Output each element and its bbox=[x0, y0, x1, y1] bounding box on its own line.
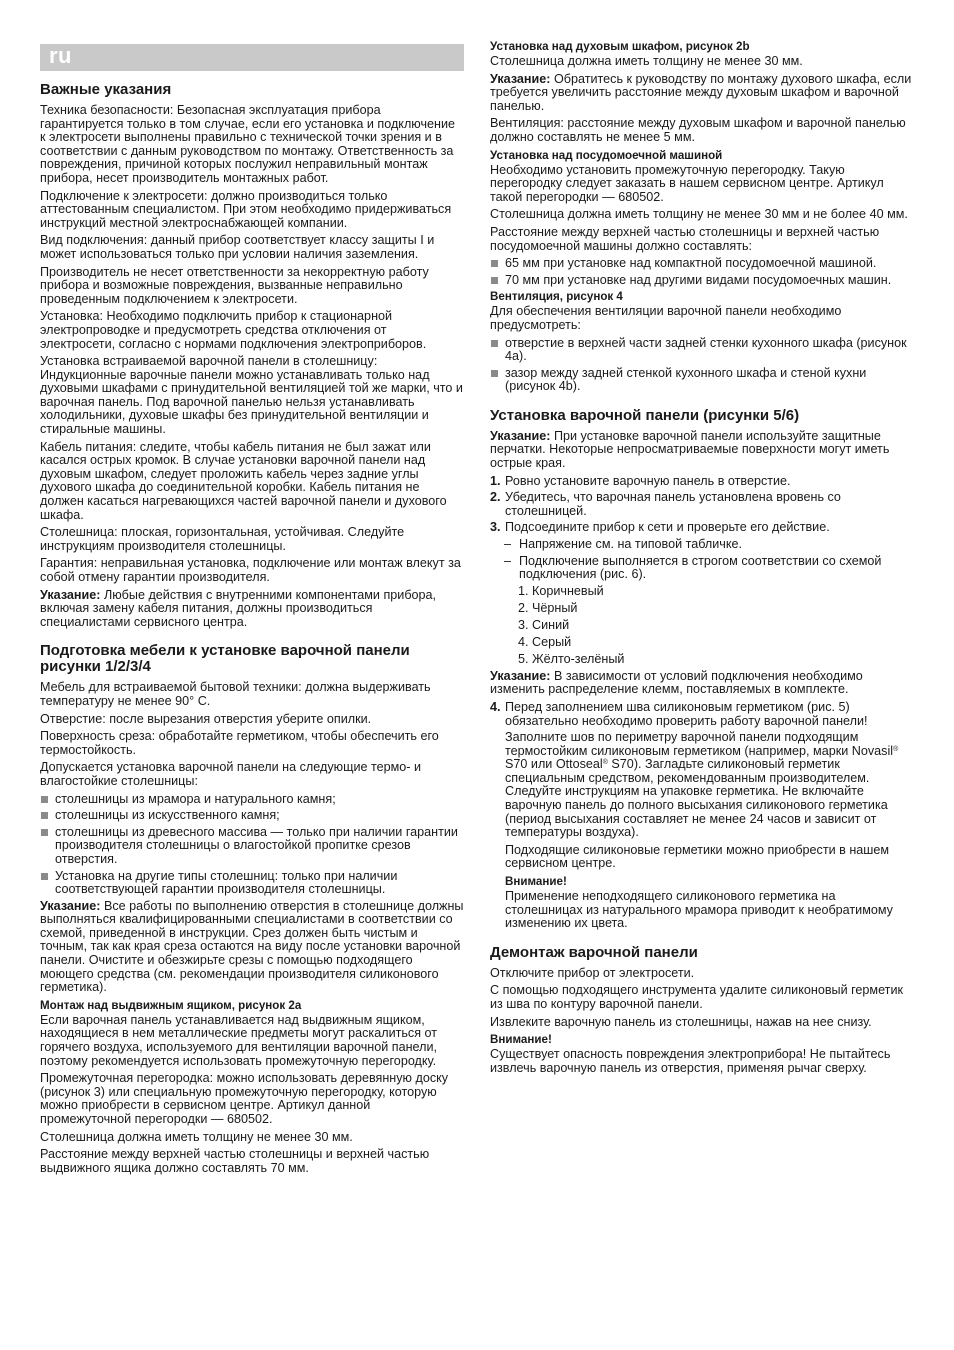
dash-item: – Подключение выполняется в строгом соответствии со схемой подключения (рис. 6). bbox=[504, 553, 882, 582]
note-label: Указание: bbox=[490, 71, 551, 86]
paragraph: Техника безопасности: Безопасная эксплуатация прибора гарантируется только в том случае, если его установка и подключение к электросети выполнены правильно с технической точки зрения и в соответствии с данным руководством по монтажу. Ответственность за повреждения, причиной которых послужил неправильный монтаж прибора, несет производитель монтажных работ. bbox=[40, 103, 456, 185]
wire-color-item: 1. Коричневый bbox=[518, 583, 604, 598]
step-item: 1. Ровно установите варочную панель в отверстие. bbox=[490, 473, 791, 488]
warning-text: Существует опасность повреждения электроприбора! Не пытайтесь извлечь варочную панель из отверстия, применяя рычаг сверху. bbox=[490, 1047, 891, 1075]
warning-label: Внимание! bbox=[505, 875, 567, 889]
note bbox=[490, 73, 914, 114]
section-title-important: Важные указания bbox=[40, 81, 172, 98]
note-label: Указание: bbox=[490, 668, 551, 683]
paragraph: Мебель для встраиваемой бытовой техники: должна выдерживать температуру не менее 90° C. bbox=[40, 680, 431, 708]
paragraph: Установка: Необходимо подключить прибор к стационарной электропроводке и предусмотреть средства отключения от электросети, согласно с нормами подключения электроприборов. bbox=[40, 309, 427, 351]
paragraph: Столешница: плоская, горизонтальная, устойчивая. Следуйте инструкциям производителя столешницы. bbox=[40, 525, 405, 553]
subsection-title-dishwasher: Установка над посудомоечной машиной bbox=[490, 148, 723, 162]
note-text: Все работы по выполнению отверстия в столешнице должны выполняться квалифицированными специалистами в соответствии со схемой, приведенной в инструкции. Срез должен быть чистым и точным, так как края среза остаются на виду после установки варочной панели. Очистите и обезжирьте срезы с помощью подходящего моющего средства (см. рекомендации производителя силиконового герметика). bbox=[40, 898, 464, 995]
bullet-square-icon bbox=[41, 812, 48, 819]
left-column bbox=[40, 82, 464, 1179]
wire-color-item: 2. Чёрный bbox=[518, 600, 578, 615]
paragraph: Подходящие силиконовые герметики можно приобрести в нашем сервисном центре. bbox=[505, 842, 890, 871]
subsection-title-drawer: Монтаж над выдвижным ящиком, рисунок 2a bbox=[40, 998, 302, 1012]
paragraph: Допускается установка варочной панели на следующие термо- и влагостойкие столешницы: bbox=[40, 760, 422, 788]
list-item: столешницы из мрамора и натурального камня; bbox=[40, 793, 464, 807]
paragraph: Столешница должна иметь толщину не менее 30 мм. bbox=[490, 54, 803, 68]
section-title-furniture: Подготовка мебели к установке варочной панели рисунки 1/2/3/4 bbox=[40, 642, 410, 676]
note-label: Указание: bbox=[40, 898, 101, 913]
note bbox=[490, 670, 914, 697]
note-text: В зависимости от условий подключения необходимо изменить распределение клемм, поставляемых в комплекте. bbox=[490, 668, 863, 697]
wire-color-item: 5. Жёлто-зелёный bbox=[518, 651, 625, 666]
paragraph: Необходимо установить промежуточную перегородку. Такую перегородку следует заказать в нашем сервисном центре. Артикул такой перегородки — 680502. bbox=[490, 162, 884, 204]
paragraph: Столешница должна иметь толщину не менее 30 мм и не более 40 мм. bbox=[490, 207, 908, 222]
paragraph: Подключение к электросети: должно производиться только аттестованным специалистом. При этом необходимо придерживаться инструкций местной электроснабжающей компании. bbox=[40, 188, 452, 230]
bullet-square-icon bbox=[491, 370, 498, 377]
paragraph: Расстояние между верхней частью столешницы и верхней частью посудомоечной машины должно составлять: bbox=[490, 224, 880, 253]
wire-color-item: 3. Синий bbox=[518, 617, 570, 632]
paragraph: Установка встраиваемой варочной панели в столешницу: Индукционные варочные панели можно устанавливать только над духовыми шкафами с принудительной вентиляцией той же марки, что и варочная панель. Под варочной панелью нельзя устанавливать холодильники, духовые шкафы без принудительной вентиляции и стиральные машины. bbox=[40, 354, 463, 437]
note bbox=[490, 430, 914, 471]
list-item: столешницы из древесного массива — только при наличии гарантии производителя столешницы о влагостойкой пропитке срезов отверстия. bbox=[40, 826, 464, 867]
paragraph: Заполните шов по периметру варочной панели подходящим термостойким силиконовым герметиком (например, марки Novasil® S70 или Ottoseal® S70). Загладьте силиконовый герметик специальным средством, рекомендованным производителем. Следуйте инструкциям на упаковке герметика. Не включайте варочную панель до полного высыхания силиконового герметика (период высыхания составляет не менее 24 часов и зависит от температуры воздуха). bbox=[505, 730, 899, 840]
right-column bbox=[490, 40, 914, 1079]
paragraph: Столешница должна иметь толщину не менее 30 мм. bbox=[40, 1129, 353, 1144]
dash-item: – Напряжение см. на типовой табличке. bbox=[504, 537, 743, 552]
warning-text: Применение неподходящего силиконового герметика на столешницах из натурального мрамора приводит к необратимому изменению их цвета. bbox=[505, 889, 893, 931]
wire-color-item: 4. Серый bbox=[518, 634, 572, 649]
paragraph: Вид подключения: данный прибор соответствует классу защиты I и может использоваться только при условии наличия заземления. bbox=[40, 233, 435, 261]
bullet-square-icon bbox=[491, 277, 498, 284]
note bbox=[40, 900, 464, 995]
paragraph: Отключите прибор от электросети. bbox=[490, 965, 695, 980]
bullet-square-icon bbox=[41, 829, 48, 836]
language-code: ru bbox=[49, 43, 72, 68]
paragraph: Кабель питания: следите, чтобы кабель питания не был зажат или касался острых кромок. В случае установки варочной панели над духовым шкафом, следует проложить кабель через задние углы духового шкафа до соединительной коробки. Кабель питания не должен касаться нагревающихся частей варочной панели и духового шкафа. bbox=[40, 439, 447, 522]
note bbox=[40, 589, 464, 630]
paragraph: Промежуточная перегородка: можно использовать деревянную доску (рисунок 3) или специальную промежуточную перегородку, которую можно приобрести в сервисном центре. Артикул данной промежуточной перегородки — 680502. bbox=[40, 1071, 449, 1126]
section-title-installation: Установка варочной панели (рисунки 5/6) bbox=[490, 406, 800, 424]
paragraph: Вентиляция: расстояние между духовым шкафом и варочной панелью должно составлять не менее 5 мм. bbox=[490, 116, 906, 144]
list-item: 70 мм при установке над другими видами посудомоечных машин. bbox=[490, 274, 914, 288]
list-item: зазор между задней стенкой кухонного шкафа и стеной кухни (рисунок 4b). bbox=[490, 367, 914, 394]
warning-label: Внимание! bbox=[490, 1033, 552, 1047]
paragraph: С помощью подходящего инструмента удалите силиконовый герметик из шва по контуру варочной панели. bbox=[490, 983, 903, 1012]
bullet-square-icon bbox=[41, 873, 48, 880]
note-text: Обратитесь к руководству по монтажу духового шкафа, если требуется увеличить расстояние между духовым шкафом и варочной панелью. bbox=[490, 71, 912, 113]
step-item: 3. Подсоедините прибор к сети и проверьте его действие. bbox=[490, 520, 830, 535]
note-text: При установке варочной панели используйте защитные перчатки. Некоторые непросматриваемые поверхности могут иметь острые края. bbox=[490, 428, 890, 471]
paragraph: Поверхность среза: обработайте герметиком, чтобы обеспечить его термостойкость. bbox=[40, 729, 439, 757]
list-item: Установка на другие типы столешниц: только при наличии соответствующей гарантии производителя столешницы. bbox=[40, 870, 464, 897]
language-header-bar bbox=[40, 44, 464, 71]
paragraph: Производитель не несет ответственности за некорректную работу прибора и возможные повреждения, вызванные неправильно проведенным подключением к электросети. bbox=[40, 264, 429, 306]
note-label: Указание: bbox=[40, 587, 101, 602]
step-item: 2. Убедитесь, что варочная панель установлена вровень со столешницей. bbox=[490, 490, 841, 518]
step-item: 4. Перед заполнением шва силиконовым герметиком (рис. 5) обязательно необходимо проверить работу варочной панели! bbox=[490, 699, 868, 728]
paragraph: Если варочная панель устанавливается над выдвижным ящиком, находящиеся в нем металлические предметы могут раскалиться от горячего воздуха, используемого для вентиляции варочной панели, поэтому рекомендуется использовать промежуточную перегородку. bbox=[40, 1012, 438, 1068]
bullet-square-icon bbox=[41, 796, 48, 803]
paragraph: Расстояние между верхней частью столешницы и верхней частью выдвижного ящика должно составлять 70 мм. bbox=[40, 1147, 430, 1175]
bullet-square-icon bbox=[491, 260, 498, 267]
subsection-title-oven: Установка над духовым шкафом, рисунок 2b bbox=[490, 40, 750, 53]
list-item: 65 мм при установке над компактной посудомоечной машиной. bbox=[490, 257, 914, 271]
note-text: Любые действия с внутренними компонентами прибора, включая замену кабеля питания, должны производиться специалистами сервисного центра. bbox=[40, 587, 437, 629]
note-label: Указание: bbox=[490, 428, 551, 443]
subsection-title-ventilation: Вентиляция, рисунок 4 bbox=[490, 290, 623, 304]
section-title-removal: Демонтаж варочной панели bbox=[490, 943, 698, 961]
paragraph: Гарантия: неправильная установка, подключение или монтаж влекут за собой отмену гарантии производителя. bbox=[40, 556, 461, 584]
paragraph: Извлеките варочную панель из столешницы, нажав на нее снизу. bbox=[490, 1014, 872, 1029]
paragraph: Отверстие: после вырезания отверстия уберите опилки. bbox=[40, 711, 372, 726]
list-item: столешницы из искусственного камня; bbox=[40, 809, 464, 823]
list-item: отверстие в верхней части задней стенки кухонного шкафа (рисунок 4a). bbox=[490, 337, 914, 364]
paragraph: Для обеспечения вентиляции варочной панели необходимо предусмотреть: bbox=[490, 304, 842, 332]
bullet-square-icon bbox=[491, 340, 498, 347]
